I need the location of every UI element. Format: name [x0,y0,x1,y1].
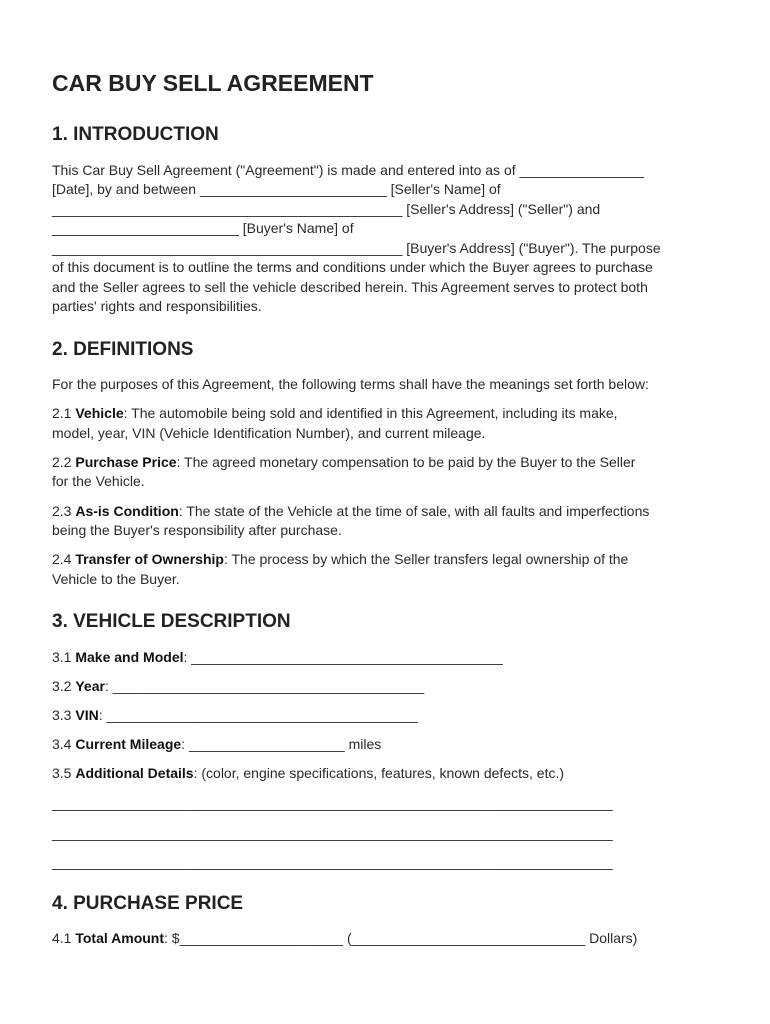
field-label: Year [75,678,105,694]
intro-line: _____________________________________________ [Buyer's Address] ("Buyer"). The purpose [52,240,661,256]
definition-text: : The process by which the Seller transfers legal ownership of the [223,551,629,567]
vehicle-field [52,736,381,753]
intro-line: This Car Buy Sell Agreement ("Agreement") is made and entered into as of ________________ [52,162,645,178]
item-number: 3.2 [52,678,76,694]
definition-text: : The automobile being sold and identified in this Agreement, including its make, [123,405,618,421]
item-number: 3.5 [52,765,76,781]
intro-line: ________________________ [Buyer's Name] of [52,220,354,236]
fill-in-blank: : ________________________________________ [183,649,503,665]
fill-in-blank: : ________________________________________ [104,678,425,694]
intro-line: of this document is to outline the terms and conditions under which the Buyer agrees to purchase [52,259,653,275]
vehicle-field [52,649,503,666]
blank-line: ________________________________________________________________________ [52,825,613,841]
item-number: 2.4 [52,551,76,567]
definition-continuation: for the Vehicle. [52,473,145,489]
blank-line: ________________________________________________________________________ [52,854,613,870]
field-label: Make and Model [75,649,184,665]
definition-item [52,551,628,568]
defined-term: Transfer of Ownership [75,551,224,567]
definitions-intro: For the purposes of this Agreement, the following terms shall have the meanings set forth below: [52,376,649,392]
fill-in-blank: : $_____________________ (______________________________ Dollars) [164,930,638,946]
intro-line: parties' rights and responsibilities. [52,298,262,314]
vehicle-field [52,678,424,695]
section-heading-purchase-price: 4. PURCHASE PRICE [52,893,244,914]
intro-line: and the Seller agrees to sell the vehicle described herein. This Agreement serves to protect both [52,279,648,295]
definition-text: : The state of the Vehicle at the time of sale, with all faults and imperfections [178,503,650,519]
item-number: 3.1 [52,649,76,665]
item-number: 3.4 [52,736,76,752]
field-label: VIN [75,707,99,723]
definition-item [52,454,635,471]
item-number: 2.2 [52,454,76,470]
field-label: Total Amount [75,930,165,946]
item-number: 3.3 [52,707,76,723]
section-heading-definitions: 2. DEFINITIONS [52,339,194,360]
item-number: 2.3 [52,503,76,519]
blank-line: ________________________________________________________________________ [52,795,613,811]
price-field [52,930,637,947]
vehicle-field [52,765,564,782]
vehicle-field [52,707,418,724]
definition-text: : The agreed monetary compensation to be paid by the Buyer to the Seller [176,454,636,470]
section-heading-introduction: 1. INTRODUCTION [52,124,219,145]
defined-term: Purchase Price [75,454,177,470]
definition-item [52,503,649,520]
item-number: 4.1 [52,930,76,946]
section-heading-vehicle-description: 3. VEHICLE DESCRIPTION [52,611,291,632]
fill-in-blank: : ____________________ miles [181,736,382,752]
definition-continuation: Vehicle to the Buyer. [52,571,180,587]
field-label: Current Mileage [75,736,182,752]
definition-continuation: model, year, VIN (Vehicle Identification Number), and current mileage. [52,425,486,441]
item-number: 2.1 [52,405,76,421]
intro-line: _____________________________________________ [Seller's Address] ("Seller") and [52,201,601,217]
defined-term: As-is Condition [75,503,179,519]
field-label: Additional Details [75,765,194,781]
definition-continuation: being the Buyer's responsibility after purchase. [52,522,342,538]
defined-term: Vehicle [75,405,124,421]
fill-in-blank: : ________________________________________ [98,707,418,723]
definition-item [52,405,618,422]
intro-line: [Date], by and between ________________________ [Seller's Name] of [52,181,501,197]
field-hint: : (color, engine specifications, features, known defects, etc.) [193,765,565,781]
document-title: CAR BUY SELL AGREEMENT [52,70,374,96]
